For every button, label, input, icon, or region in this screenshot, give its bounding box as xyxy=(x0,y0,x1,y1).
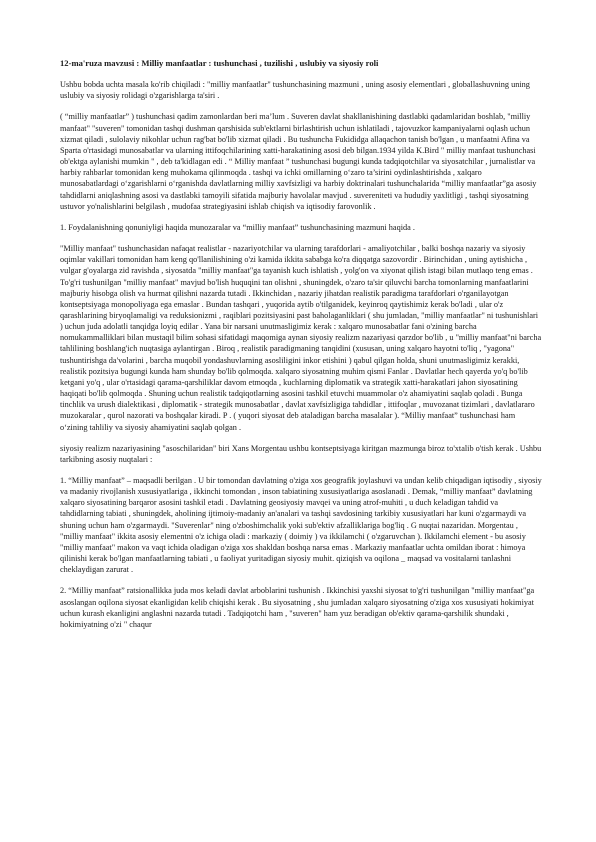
numbered-paragraph: 1. “Milliy manfaat” – maqsadli berilgan . U bir tomondan davlatning o'ziga xos geografik joylashuvi va undan kelib chiqadigan iqtisodiy , siyosiy va madaniy rivojlanish xususiyatlariga , ikkinchi tomondan , inson tabiatining xususiyatlariga asoslanadi . Demak, “milliy manfaat” davlatning xalqaro siyosatining barqaror asosini tashkil etadi . Davlatning geosiyosiy mavqei va uning atrof-muhiti , u duch keladigan tahdid va tahdidlarning tabiati , shuningdek, aholining ijtimoiy-madaniy an'analari va tashqi savdosining tarkibiy xususiyatlari har kuni o'zgarmaydi va shuning uchun ham o'zgarmaydi. "Suverenlar" ning o'zboshimchalik yoki sub'ektiv afzalliklariga bog'liq . G nuqtai nazaridan. Morgentau , "milliy manfaat" ikkita asosiy elementni o'z ichiga oladi : markaziy ( doimiy ) va ikkilamchi ( o'zgaruvchan ). Ikkilamchi element - bu asosiy "milliy manfaat" makon va vaqt ichida oladigan o'ziga xos shakldan boshqa narsa emas . Markaziy manfaatlar uchta omildan iborat : himoya qilinishi kerak bo'lgan manfaatlarning tabiati , u faoliyat yuritadigan siyosiy muhit. qiziqish va oqilona _ maqsad va vositalarni tanlashni cheklaydigan zarurat . xyxy=(60,476,542,575)
body-paragraph: "Milliy manfaat" tushunchasidan nafaqat realistlar - nazariyotchilar va ularning tarafdorlari - amaliyotchilar , balki boshqa nazariy va siyosiy oqimlar vakillari tomonidan ham keng qo'llanilishining o'zi kamida ikkita sababga ko'ra diqqatga sazovordir . Birinchidan , uning aytishicha , vulgar g'oyalarga zid ravishda , siyosatda "milliy manfaat"ga tayanish kuch ishlatish , yolg'on va xiyonat qilish istagi bilan mutlaqo teng emas . To'g'ri tushunilgan "milliy manfaat" mavjud bo'lish huquqini tan olishni , shuningdek, o'zaro ta'sir qiluvchi barcha tomonlarning manfaatlarini majburiy hisobga olish va hurmat qilishni nazarda tutadi . Ikkinchidan , nazariy jihatdan realistik paradigma tarafdorlari o'rganilayotgan kontseptsiyaga monopoliyaga ega emaslar . Bundan tashqari , yuqorida aytib o'tilganidek, keyinroq qaytishimiz kerak bo'ladi , ular o'z qarashlarining biryoqlamaligi va reduksionizmi , raqiblari pozitsiyasini past baholaganliklari ( shu jumladan, "milliy manfaatlar" ni tushunishlari ) uchun juda adolatli tanqidga loyiq edilar . Yana bir narsani unutmasligimiz kerak : xalqaro munosabatlar fani o'zining barcha nomukammalliklari bilan mustaqil bilim sohasi sifatidagi maqomiga aynan siyosiy realizm nazariyasi qarzdor bo'lib , u "milliy manfaat"ni barcha tahlilining boshlang'ich nuqtasiga aylantirgan . Biroq , realistik paradigmaning tanqidini (xususan, uning xalqaro hayotni to'liq , "yagona" tushuntirishga da'volarini , barcha muqobil yondashuvlarning asosliligini inkor etishini ) qabul qilgan holda, shuni unutmasligimiz kerakki, realistik pozitsiya bugungi kunda ham shunday bo'lib qolmoqda. xalqaro siyosatning muhim qismi Fanlar . Davlatlar hech qayerda yo'q bo'lib ketgani yo'q , ular o'rtasidagi qarama-qarshiliklar davom etmoqda , kuchlarning diplomatik va strategik xatti-harakatlari jahon siyosatining haqiqati bo'lib qolmoqda . Shuning uchun realistik tadqiqotlarning asosini tashkil etuvchi muammolar o'z ahamiyatini saqlab qoladi . Bunga tinchlik va urush dialektikasi , diplomatik - strategik munosabatlar , davlat xavfsizligiga tahdidlar , ittifoqlar , muvozanat tizimlari , davlatlararo muzokaralar , qurol nazorati va boshqalar kiradi. P . ( yuqori siyosat deb ataladigan barcha masalalar ). “Milliy manfaat” tushunchasi ham o‘zining tahliliy va siyosiy ahamiyatini saqlab qolgan . xyxy=(60,244,542,432)
body-paragraph: siyosiy realizm nazariyasining "asoschilaridan" biri Xans Morgentau ushbu kontseptsiyaga kiritgan mazmunga biroz to'xtalib o'tish kerak . Ushbu tarkibning asosiy nuqtalari : xyxy=(60,443,542,464)
body-paragraph: ( “milliy manfaatlar” ) tushunchasi qadim zamonlardan beri ma’lum . Suveren davlat shakllanishining dastlabki qadamlaridan boshlab, "milliy manfaat" "suveren" tomonidan tashqi dushman qarshisida sub'ektlarni birlashtirish uchun ishlatiladi , tajovuzkor kampaniyalarni oqlash uchun xizmat qiladi , sulolaviy nikohlar uchun rag'bat bo'lib xizmat qiladi . Bu tushuncha Fukididga allaqachon tanish bo'lgan , u manfaatni Afina va Sparta o'rtasidagi munosabatlar va ularning ittifoqchilarining xatti-harakatining asosi deb bilgan.1934 yilda K.Bird " milliy manfaat tushunchasi ob'ektga aylanishi mumkin " , deb ta'kidlagan edi . “ Milliy manfaat ” tushunchasi bugungi kunda tadqiqotchilar va siyosatchilar , jurnalistlar va harbiy rahbarlar tomonidan keng muhokama qilinmoqda . tashqi va ichki omillarning o‘zaro ta’sirini oydinlashtirishda , xalqaro munosabatlardagi o‘zgarishlarni o‘rganishda davlatlarning milliy xavfsizligi va harbiy doktrinalari tushunchalarida “milliy manfaatlar”ga asosiy tahdidlarni aniqlashning asosi va dastlabki tamoyili sifatida majburiy havolalar mavjud . suvereniteti va hududiy yaxlitligi , tashqi siyosatning ustuvor yo'nalishlarini belgilash , mudofaa strategiyasini ishlab chiqish va iqtisodiy farovonlik . xyxy=(60,112,537,211)
intro-paragraph: Ushbu bobda uchta masala ko'rib chiqiladi : "milliy manfaatlar" tushunchasining mazmuni , uning asosiy elementlari , globallashuvning uning uslubiy va siyosiy rolidagi o'zgarishlarga ta'siri . xyxy=(60,80,530,101)
numbered-paragraph: 2. “Milliy manfaat” ratsionallikka juda mos keladi davlat arboblarini tushunish . Ikkinchisi yaxshi siyosat to'g'ri tushunilgan "milliy manfaat"ga asoslangan oqilona siyosat ekanligidan kelib chiqishi kerak . Bu siyosatning , shu jumladan xalqaro siyosatning o'ziga xos xususiyati hokimiyat uchun kurash ekanligini anglashni nazarda tutadi . Tadqiqotchi ham , "suveren" ham yuz beradigan ob'ektiv qarama-qarshilik shundaki , hokimiyatning o'zi " chaqur xyxy=(60,586,535,629)
document-title: 12-ma'ruza mavzusi : Milliy manfaatlar : tushunchasi , tuzilishi , uslubiy va siyosiy roli xyxy=(60,58,379,68)
document-page xyxy=(60,58,542,640)
section-heading-paragraph: 1. Foydalanishning qonuniyligi haqida munozaralar va “milliy manfaat” tushunchasining mazmuni haqida . xyxy=(60,222,415,232)
